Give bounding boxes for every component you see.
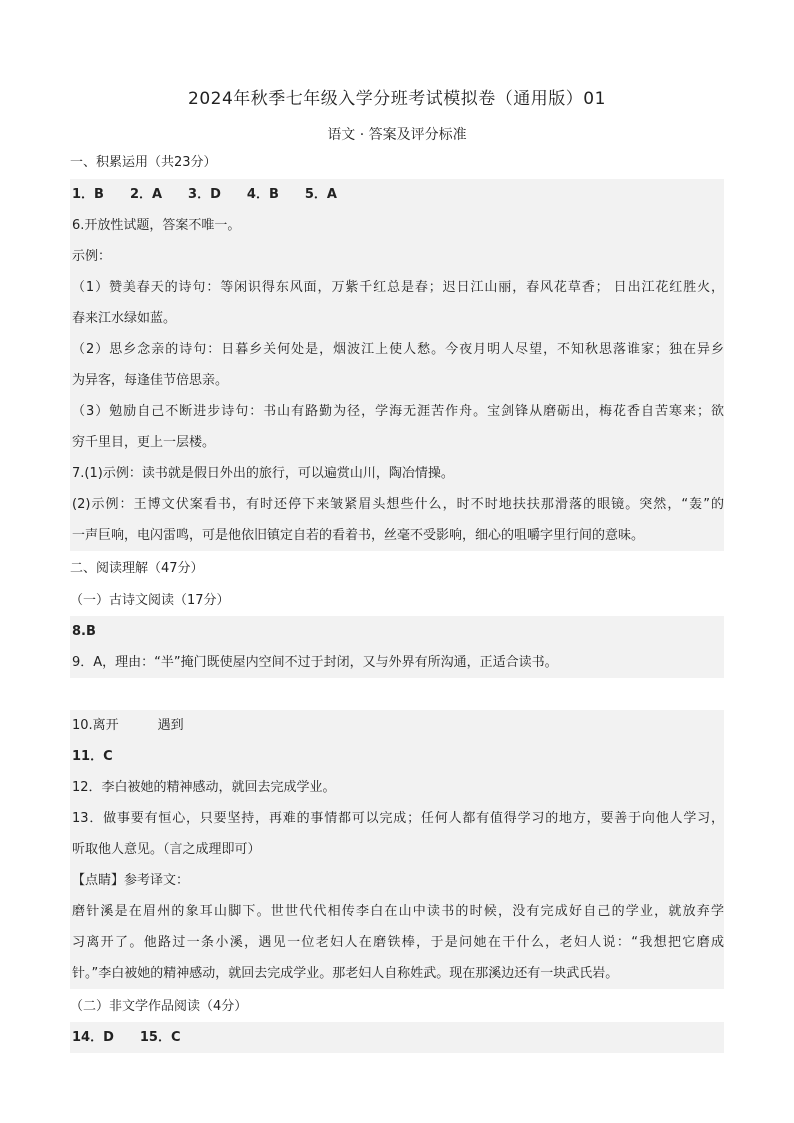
answer-multiple-choice: 1．B 2．A 3．D 4．B 5．A (70, 179, 724, 210)
answer-q7-part2-line2: 一声巨响，电闪雷鸣，可是他依旧镇定自若的看着书，丝毫不受影响，细心的咀嚼字里行间的意味。 (70, 520, 724, 551)
translation-line2: 习离开了。他路过一条小溪，遇见一位老妇人在磨铁棒，于是问她在干什么，老妇人说：“我想把它磨成 (70, 927, 724, 958)
subsection-heading-nonliterary: （二）非文学作品阅读（4分） (70, 999, 248, 1014)
answer-q6-part1-line2: 春来江水绿如蓝。 (70, 303, 724, 334)
answer-q8: 8.B (70, 616, 724, 647)
answer-q6: 6.开放性试题，答案不唯一。 (70, 210, 724, 241)
page-title: 2024年秋季七年级入学分班考试模拟卷（通用版）01 (188, 89, 606, 109)
answer-q6-part3-line1: （3）勉励自己不断进步诗句：书山有路勤为径，学海无涯苦作舟。宝剑锋从磨砺出，梅花香自苦寒来；欲 (70, 396, 724, 427)
page-subtitle: 语文 · 答案及评分标准 (327, 127, 467, 143)
answer-q14-q15: 14．D 15．C (70, 1022, 724, 1053)
section-heading-accumulation: 一、积累运用（共23分） (70, 155, 217, 170)
answer-q6-part1-line1: （1）赞美春天的诗句：等闲识得东风面，万紫千红总是春；迟日江山丽，春风花草香； 日出江花红胜火， (70, 272, 724, 303)
answer-q12: 12．李白被她的精神感动，就回去完成学业。 (70, 772, 724, 803)
answer-q9: 9．A，理由：“半”掩门既使屋内空间不过于封闭，又与外界有所沟通，正适合读书。 (70, 647, 724, 678)
answer-q6-part2-line2: 为异客，每逢佳节倍思亲。 (70, 365, 724, 396)
translation-line3: 针。”李白被她的精神感动，就回去完成学业。那老妇人自称姓武。现在那溪边还有一块武氏岩。 (70, 958, 724, 989)
answer-q13-line2: 听取他人意见。（言之成理即可） (70, 834, 724, 865)
answer-q10: 10.离开 遇到 (70, 710, 724, 741)
translation-note-label: 【点睛】参考译文： (70, 865, 724, 896)
answer-q13-line1: 13．做事要有恒心，只要坚持，再难的事情都可以完成；任何人都有值得学习的地方，要善于向他人学习， (70, 803, 724, 834)
answer-q6-part2-line1: （2）思乡念亲的诗句：日暮乡关何处是，烟波江上使人愁。今夜月明人尽望，不知秋思落谁家；独在异乡 (70, 334, 724, 365)
subsection-heading-classical: （一）古诗文阅读（17分） (70, 593, 230, 608)
translation-line1: 磨针溪是在眉州的象耳山脚下。世世代代相传李白在山中读书的时候，没有完成好自己的学业，就放弃学 (70, 896, 724, 927)
answer-q7-part1: 7.(1)示例：读书就是假日外出的旅行，可以遍赏山川，陶冶情操。 (70, 458, 724, 489)
section-heading-reading: 二、阅读理解（47分） (70, 561, 204, 576)
example-label: 示例： (70, 241, 724, 272)
answer-q6-part3-line2: 穷千里目，更上一层楼。 (70, 427, 724, 458)
answer-q11: 11．C (70, 741, 724, 772)
answer-q7-part2-line1: (2)示例：王博文伏案看书，有时还停下来皱紧眉头想些什么，时不时地扶扶那滑落的眼镜。突然，“轰”的 (70, 489, 724, 520)
